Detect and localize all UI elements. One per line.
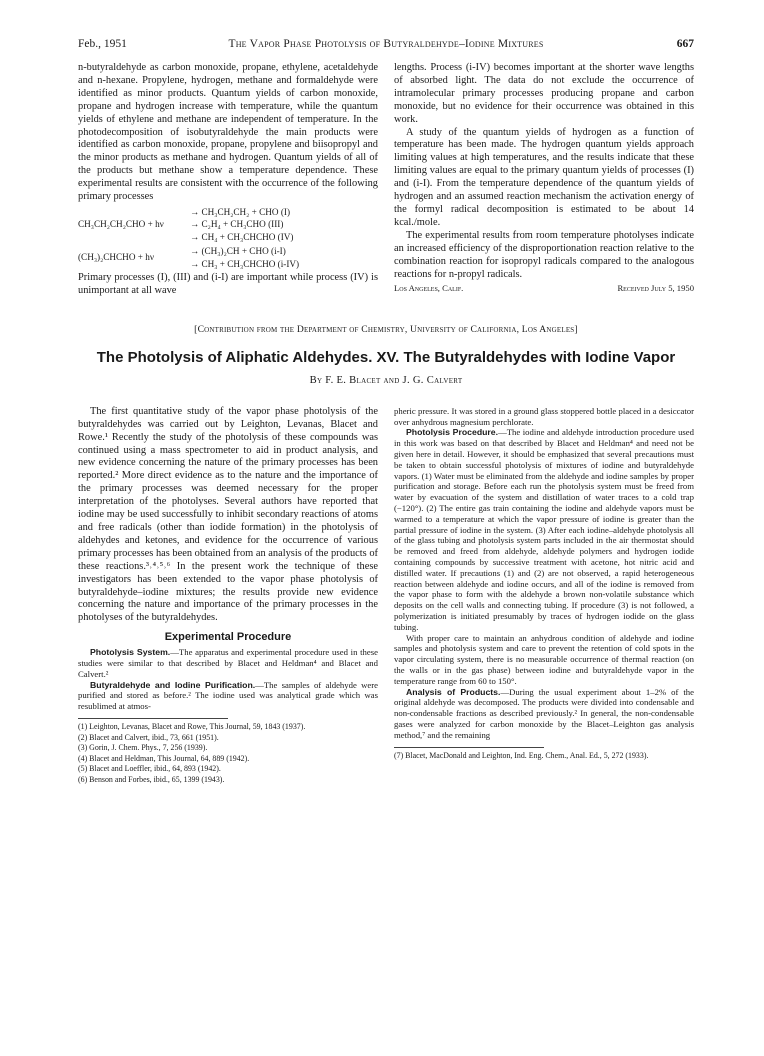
- article-columns: [78, 406, 694, 786]
- footnotes: [78, 722, 378, 786]
- page-number: 667: [676, 38, 694, 50]
- received-date: Received July 5, 1950: [617, 283, 694, 294]
- article-title: The Photolysis of Aliphatic Aldehydes. XV. The Butyraldehydes with Iodine Vapor: [96, 348, 676, 366]
- section-heading: Experimental Procedure: [164, 631, 292, 644]
- scheme-reactant: (CH₃)₂CHCHO + hν: [78, 252, 154, 263]
- reaction-scheme-isobutyraldehyde: [78, 245, 378, 270]
- photolysis-system-paragraph: [78, 647, 378, 679]
- paragraph-text: —The apparatus and experimental procedure used in these studies were similar to that described by Blacet and Heldman⁴ and Blacet and Calvert.²: [78, 647, 378, 679]
- issue-date: Feb., 1951: [78, 38, 127, 50]
- article-right-column: [394, 406, 694, 786]
- scheme-reactant: CH₃CH₂CH₂CHO + hν: [78, 219, 164, 230]
- run-in-heading: Butyraldehyde and Iodine Purification.: [90, 679, 256, 690]
- previous-article-right-column: [394, 62, 694, 298]
- reaction-scheme-n-butyraldehyde: [78, 206, 378, 243]
- scheme-product: C₂H₄ + CH₃CHO (III): [201, 219, 284, 230]
- footnote: (4) Blacet and Heldman, This Journal, 64, 889 (1942).: [78, 753, 250, 763]
- paragraph-continued: pheric pressure. It was stored in a ground glass stoppered bottle placed in a desiccator over anhydrous magnesium perchlorate.: [394, 405, 694, 427]
- arrow-icon: →: [190, 258, 202, 269]
- arrow-icon: →: [190, 246, 202, 257]
- run-in-heading: Analysis of Products.: [406, 686, 501, 697]
- previous-article-columns: [78, 62, 694, 298]
- arrow-icon: →: [190, 231, 202, 242]
- paragraph-text: —During the usual experiment about 1–2% of the original aldehyde was decomposed. The products were divided into condensable and non-condensable fractions as described previously.² In general, the non-condensable gases were analyzed for carbon monoxide by the Blacet–Leighton gas analysis method,⁷ and the remaining: [394, 686, 695, 740]
- running-title: The Vapor Phase Photolysis of Butyraldehyde–Iodine Mixtures: [228, 38, 544, 50]
- footnote-divider: [394, 747, 544, 748]
- summary-paragraph: The experimental results from room temperature photolyses indicate an increased efficiency of the disproportionation reaction relative to the combination reaction for isopropyl radicals compared to the analogous reactions for n-propyl radicals.: [394, 229, 694, 280]
- footnote: (2) Blacet and Calvert, ibid., 73, 661 (1951).: [78, 732, 219, 742]
- footnote: (1) Leighton, Levanas, Blacet and Rowe, This Journal, 59, 1843 (1937).: [78, 722, 306, 731]
- scheme-product: CH₃CH₂CH₂ + CHO (I): [201, 206, 291, 217]
- summary-paragraph: Primary processes (I), (III) and (i-I) are important while process (IV) is unimportant at all wave: [78, 272, 378, 296]
- footnote-divider: [78, 718, 228, 719]
- introduction-paragraph: The first quantitative study of the vapor phase photolysis of the butyraldehydes was carried out by Leighton, Levanas, Blacet and Rowe.¹ Recently the study of the photolysis of these compounds was continued using a mass spectrometer to aid in product analysis, and new evidence concerning the nature of the primary processes has been reported.² More direct evidence as to the nature and the importance of the primary processes was deemed necessary for the proper interpretation of the photolyses. Several authors have reported that iodine may be used successfully to inhibit secondary reactions of atoms and free radicals (other than iodide formation) in the photolysis of aldehydes and ketones, and evidence for the occurrence of various primary processes has been obtained from an analysis of the products of these reactions.³˒⁴˒⁵˒⁶ In the present work the technique of these investigators has been extended to the vapor phase photolysis of butyraldehyde–iodine mixtures; the results provide new evidence concerning the nature and importance of the primary processes in the photolyses of the butyraldehydes.: [78, 405, 378, 624]
- scheme-product: CH₃ + CH₃CHCHO (i-IV): [201, 258, 300, 269]
- journal-page: [78, 38, 694, 786]
- analysis-paragraph: [394, 687, 694, 741]
- footnote: (5) Blacet and Loeffler, ibid., 64, 893 (1942).: [78, 764, 221, 774]
- previous-article-left-column: [78, 62, 378, 298]
- contribution-line: [Contribution from the Department of Chemistry, University of California, Los Angeles]: [194, 323, 578, 335]
- run-in-heading: Photolysis System.: [90, 647, 171, 658]
- summary-paragraph: lengths. Process (i-IV) becomes important at the shorter wave lengths of absorbed light. The data do not exclude the occurrence of intramolecular primary processes producing propane and carbon monoxide, but no evidence for their occurrence was obtained in this work.: [394, 62, 694, 125]
- footnote: (6) Benson and Forbes, ibid., 65, 1399 (1943).: [78, 774, 225, 784]
- arrow-icon: →: [190, 206, 202, 217]
- summary-paragraph: A study of the quantum yields of hydrogen as a function of temperature has been made. The hydrogen quantum yields approach limiting values at high temperatures, and the results indicate that these limiting values are equal to the primary quantum yields of processes (I) and (i-I). From the temperature dependence of the quantum yields of hydrogen and an assumed reaction mechanism the activation energy of the formyl radical decomposition is estimated to be about 14 kcal./mole.: [394, 126, 694, 228]
- run-in-heading: Photolysis Procedure.: [406, 427, 499, 438]
- paragraph-text: —The samples of aldehyde were purified and stored as before.² The iodine used was analytical grade which was resublimed at atmos-: [78, 679, 378, 712]
- summary-paragraph: n-butyraldehyde as carbon monoxide, propane, ethylene, acetaldehyde and n-hexane. Propylene, hydrogen, methane and formaldehyde were identified as minor products. Quantum yields of carbon monoxide, propane and hydrogen increase with temperature, while the quantum yields of ethylene and methane are independent of temperature. In the photodecomposition of isobutyraldehyde the main products were identified as carbon monoxide, propane, propylene and biisopropyl and the minor products as methane and hydrogen. Quantum yields of all of the products but methane show a temperature dependence. These experimental results are consistent with the occurrence of the following primary processes: [78, 62, 378, 203]
- arrow-icon: →: [190, 219, 202, 230]
- location: Los Angeles, Calif.: [394, 283, 464, 294]
- paragraph-text: —The iodine and aldehyde introduction procedure used in this work was based on that described by Blacet and Heldman⁴ and need not be given here in detail. However, it should be emphasized that several precautions must be taken to obtain successful photolysis of mixtures of iodine and butyraldehyde vapors. (1) Water must be eliminated from the aldehyde and iodine samples by proper purification and storage. Before each run the photolysis system must be freed from water by evacuation of the system and distillation of water traces to a cold trap (−120°). (2) The entire gas train containing the iodine and aldehyde vapors must be warmed to a temperature at which the vapor pressure of iodine is greater than the partial pressure of iodine in the system. (3) After each iodine–aldehyde photolysis all of the glass tubing and photolysis system parts included in the air thermostat should be removed and freed from aldehyde, aldehyde polymers and hydrogen iodide containing compounds by successive treatment with acetone, hot nitric acid and distilled water. If precautions (1) and (2) are not observed, a rapid heterogeneous reaction between aldehyde and iodine occurs, and all of the iodine is removed from the vapor phase to form with the aldehyde a brown non-volatile substance which deposits on the cell walls and connecting tubing. If procedure (3) is not followed, a polymerization is initiated presumably by traces of hydrogen iodide on the glass tubing.: [394, 427, 694, 632]
- scheme-product: CH₄ + CH₃CHCHO (IV): [201, 231, 294, 242]
- footnotes: [394, 751, 694, 762]
- purification-paragraph: [78, 680, 378, 712]
- running-head: [78, 38, 694, 56]
- footnote: (3) Gorin, J. Chem. Phys., 7, 256 (1939).: [78, 743, 208, 753]
- photolysis-procedure-paragraph: [394, 427, 694, 632]
- authors: By F. E. Blacet and J. G. Calvert: [309, 374, 463, 386]
- anhydrous-condition-paragraph: With proper care to maintain an anhydrous condition of aldehyde and iodine samples and photolysis system and care to prevent the retention of cold spots in the vapor circulating system, there is no measurable occurrence of thermal reaction (on the walls or in the gas phase) between iodine and butyraldehyde vapor in the temperature range from 60 to 150°.: [394, 632, 694, 686]
- footnote: (7) Blacet, MacDonald and Leighton, Ind. Eng. Chem., Anal. Ed., 5, 272 (1933).: [394, 750, 649, 760]
- signoff: [394, 283, 694, 293]
- article-left-column: [78, 406, 378, 786]
- scheme-product: (CH₃)₂CH + CHO (i-I): [201, 246, 286, 257]
